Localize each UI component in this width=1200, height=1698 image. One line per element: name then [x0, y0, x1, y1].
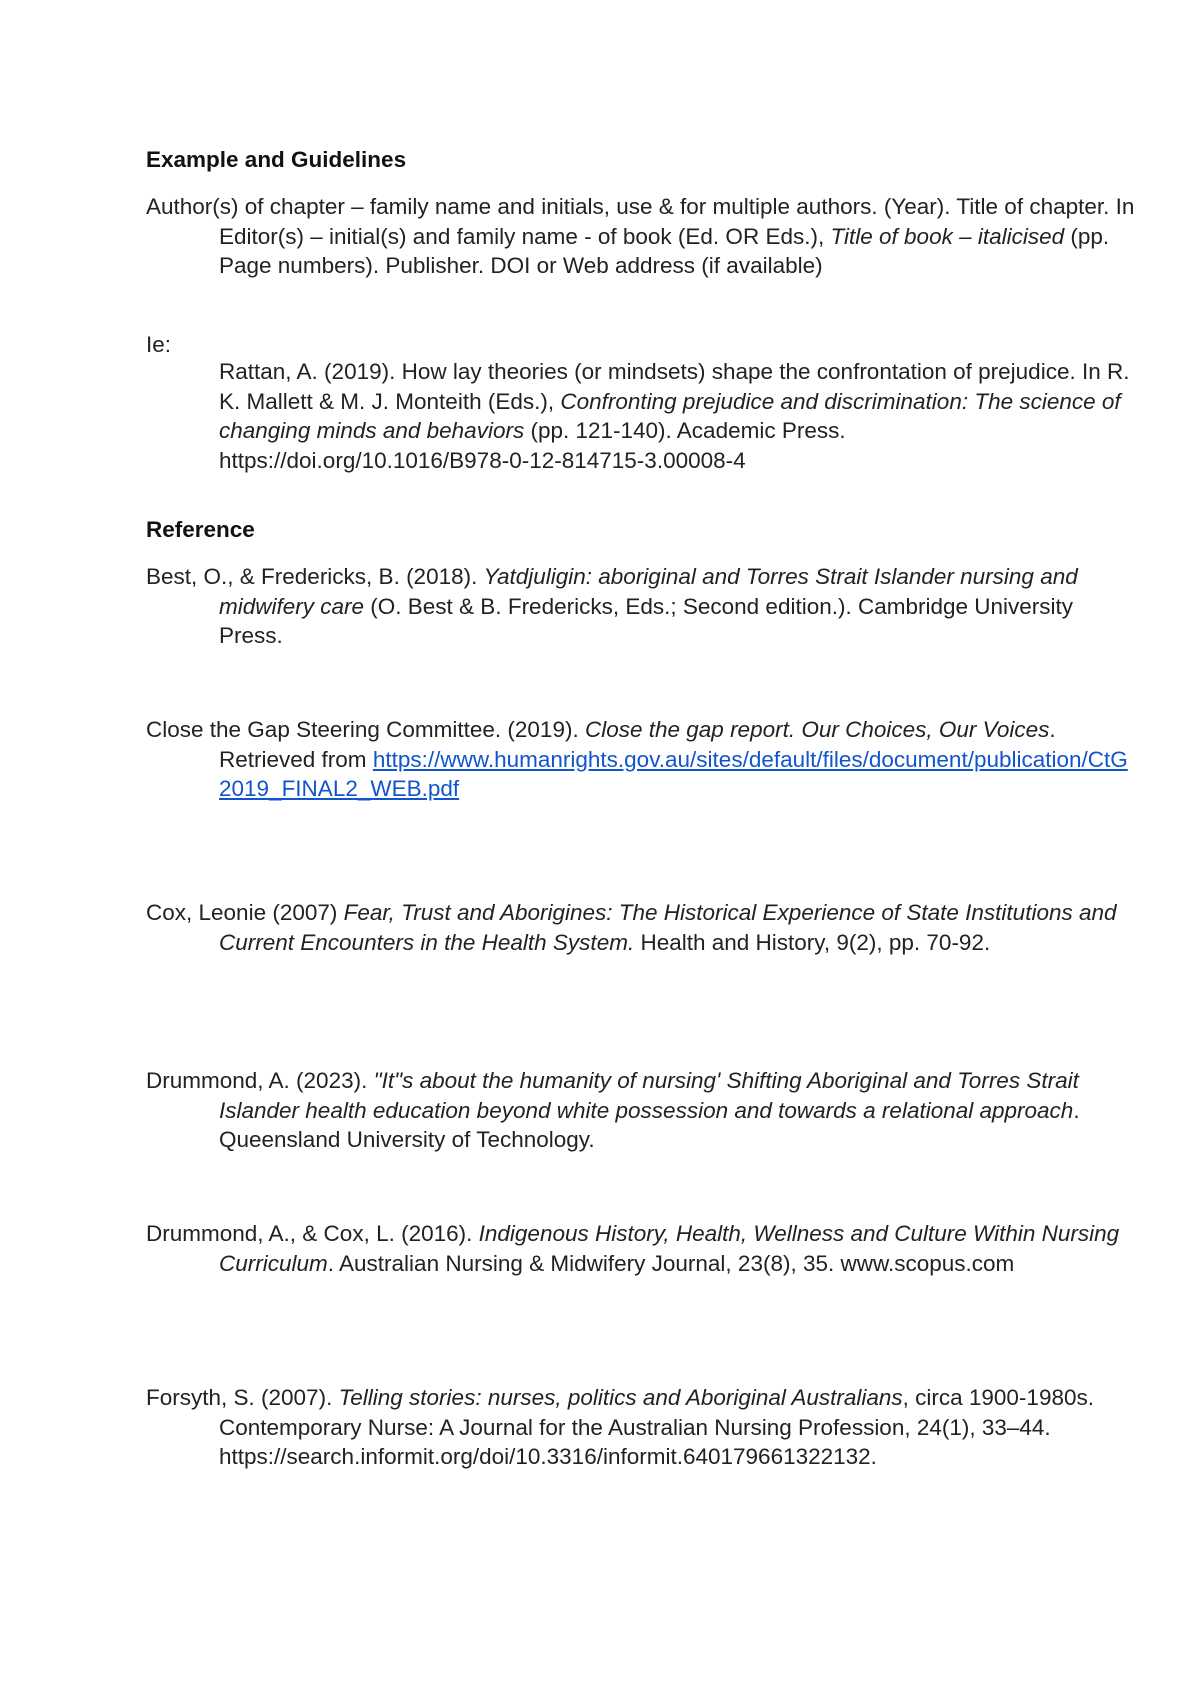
ref-text: Cox, Leonie (2007)	[146, 900, 344, 925]
ref-link[interactable]: https://www.humanrights.gov.au/sites/default/files/document/publication/CtG2019_FINAL2_WEB.pdf	[219, 746, 1128, 801]
example-text-end: (pp. 121-140). Academic Press. https://doi.org/10.1016/B978-0-12-814715-3.00008-4	[219, 418, 846, 473]
ref-text: Drummond, A. (2023).	[146, 1068, 374, 1093]
reference-entry-cox	[146, 898, 1139, 957]
example-italic: Confronting prejudice and discrimination: The science of changing minds and behaviors	[219, 388, 1121, 443]
ref-text-end: . Retrieved from	[219, 717, 1056, 772]
reference-entry-close-the-gap	[146, 715, 1139, 804]
ie-label: Ie:	[146, 332, 172, 357]
ref-text-end: . Australian Nursing & Midwifery Journal, 23(8), 35. www.scopus.com	[327, 1250, 1015, 1276]
reference-heading: Reference	[146, 517, 255, 542]
reference-entry-drummond-2023	[146, 1066, 1139, 1155]
ref-text-end: . Queensland University of Technology.	[219, 1097, 1080, 1152]
ref-text: Drummond, A., & Cox, L. (2016).	[146, 1221, 479, 1246]
reference-entry-drummond-cox	[146, 1219, 1139, 1278]
ref-text: Forsyth, S. (2007).	[146, 1385, 339, 1410]
format-text-end: (pp. Page numbers). Publisher. DOI or Web address (if available)	[219, 223, 1110, 278]
ref-title-italic: Yatdjuligin: aboriginal and Torres Strait Islander nursing and midwifery care	[219, 564, 1078, 619]
reference-entry-best	[146, 562, 1139, 651]
ref-title-italic: Telling stories: nurses, politics and Aboriginal Australians	[338, 1385, 903, 1410]
reference-entry-forsyth	[146, 1383, 1139, 1472]
ref-title-italic: "It"s about the humanity of nursing' Shifting Aboriginal and Torres Strait Islander health education beyond white possession and towards a relational approach	[219, 1068, 1079, 1123]
guidelines-heading: Example and Guidelines	[146, 147, 407, 172]
ref-text-end: (O. Best & B. Fredericks, Eds.; Second edition.). Cambridge University Press.	[219, 593, 1074, 648]
format-text: Author(s) of chapter – family name and initials, use & for multiple authors. (Year). Title of chapter. In Editor(s) – initial(s) and family name - of book (Ed. OR Eds.),	[146, 194, 1135, 249]
example-text: Rattan, A. (2019). How lay theories (or mindsets) shape the confrontation of prejudice. In R. K. Mallett & M. J. Monteith (Eds.),	[219, 359, 1130, 414]
ref-text-end: , circa 1900-1980s. Contemporary Nurse: A Journal for the Australian Nursing Profession, 24(1), 33–44. https://search.informit.org/doi/10.3316/informit.640179661322132.	[219, 1385, 1094, 1469]
ref-title-italic: Close the gap report. Our Choices, Our Voices	[584, 717, 1050, 742]
ref-text-end: Health and History, 9(2), pp. 70-92.	[634, 929, 991, 955]
ref-text: Close the Gap Steering Committee. (2019).	[146, 717, 585, 742]
ref-text: Best, O., & Fredericks, B. (2018).	[146, 564, 484, 589]
ref-title-italic: Indigenous History, Health, Wellness and Culture Within Nursing Curriculum	[219, 1221, 1120, 1276]
guidelines-example	[146, 357, 1139, 475]
guidelines-format	[146, 192, 1139, 281]
format-italic: Title of book – italicised	[830, 223, 1065, 249]
ref-title-italic: Fear, Trust and Aborigines: The Historical Experience of State Institutions and Current Encounters in the Health System.	[219, 900, 1117, 955]
